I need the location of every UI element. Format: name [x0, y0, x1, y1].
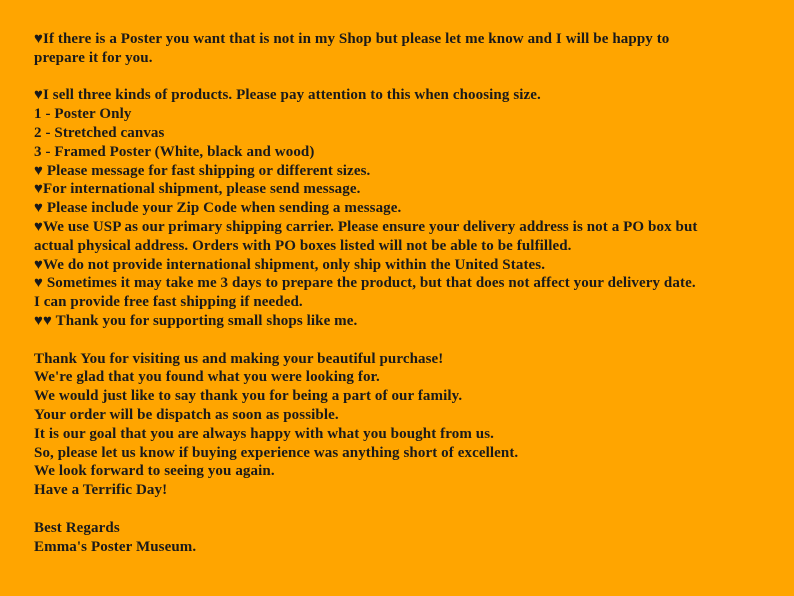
- signoff-greeting: Best Regards: [34, 519, 120, 536]
- thanks-line: We're glad that you found what you were looking for.: [34, 369, 380, 386]
- thanks-line: Your order will be dispatch as soon as possible.: [34, 406, 339, 423]
- product-info-section: [34, 86, 784, 330]
- thanks-line: We look forward to seeing you again.: [34, 463, 275, 480]
- info-line: ♥For international shipment, please send message.: [34, 181, 361, 198]
- info-line: ♥We use USP as our primary shipping carrier. Please ensure your delivery address is not a PO box but: [34, 218, 698, 235]
- thanks-line: So, please let us know if buying experience was anything short of excellent.: [34, 444, 519, 461]
- info-line: 1 - Poster Only: [34, 106, 132, 123]
- paragraph-gap: [34, 68, 784, 87]
- info-line: ♥ Sometimes it may take me 3 days to prepare the product, but that does not affect your delivery date.: [34, 275, 696, 292]
- intro-line: ♥If there is a Poster you want that is not in my Shop but please let me know and I will be happy to: [34, 31, 670, 47]
- thanks-line: Have a Terrific Day!: [34, 482, 168, 499]
- shop-notice-document: [34, 30, 784, 556]
- paragraph-gap: [34, 331, 784, 350]
- intro-section: [34, 30, 784, 68]
- info-line: ♥I sell three kinds of products. Please pay attention to this when choosing size.: [34, 87, 541, 104]
- thanks-line: Thank You for visiting us and making your beautiful purchase!: [34, 350, 444, 367]
- info-line: ♥ Please include your Zip Code when sending a message.: [34, 200, 402, 217]
- signoff-section: [34, 519, 784, 557]
- info-line: 2 - Stretched canvas: [34, 124, 165, 141]
- thanks-line: It is our goal that you are always happy with what you bought from us.: [34, 425, 494, 442]
- intro-line: prepare it for you.: [34, 49, 153, 66]
- info-line: 3 - Framed Poster (White, black and wood): [34, 143, 315, 160]
- info-line: ♥We do not provide international shipment, only ship within the United States.: [34, 256, 546, 273]
- info-line: ♥♥ Thank you for supporting small shops like me.: [34, 312, 358, 329]
- info-line: ♥ Please message for fast shipping or different sizes.: [34, 162, 371, 179]
- thank-you-section: [34, 350, 784, 500]
- info-line: I can provide free fast shipping if needed.: [34, 294, 303, 311]
- info-line: actual physical address. Orders with PO boxes listed will not be able to be fulfilled.: [34, 237, 572, 254]
- thanks-line: We would just like to say thank you for being a part of our family.: [34, 388, 463, 405]
- paragraph-gap: [34, 500, 784, 519]
- signoff-shop-name: Emma's Poster Museum.: [34, 538, 197, 555]
